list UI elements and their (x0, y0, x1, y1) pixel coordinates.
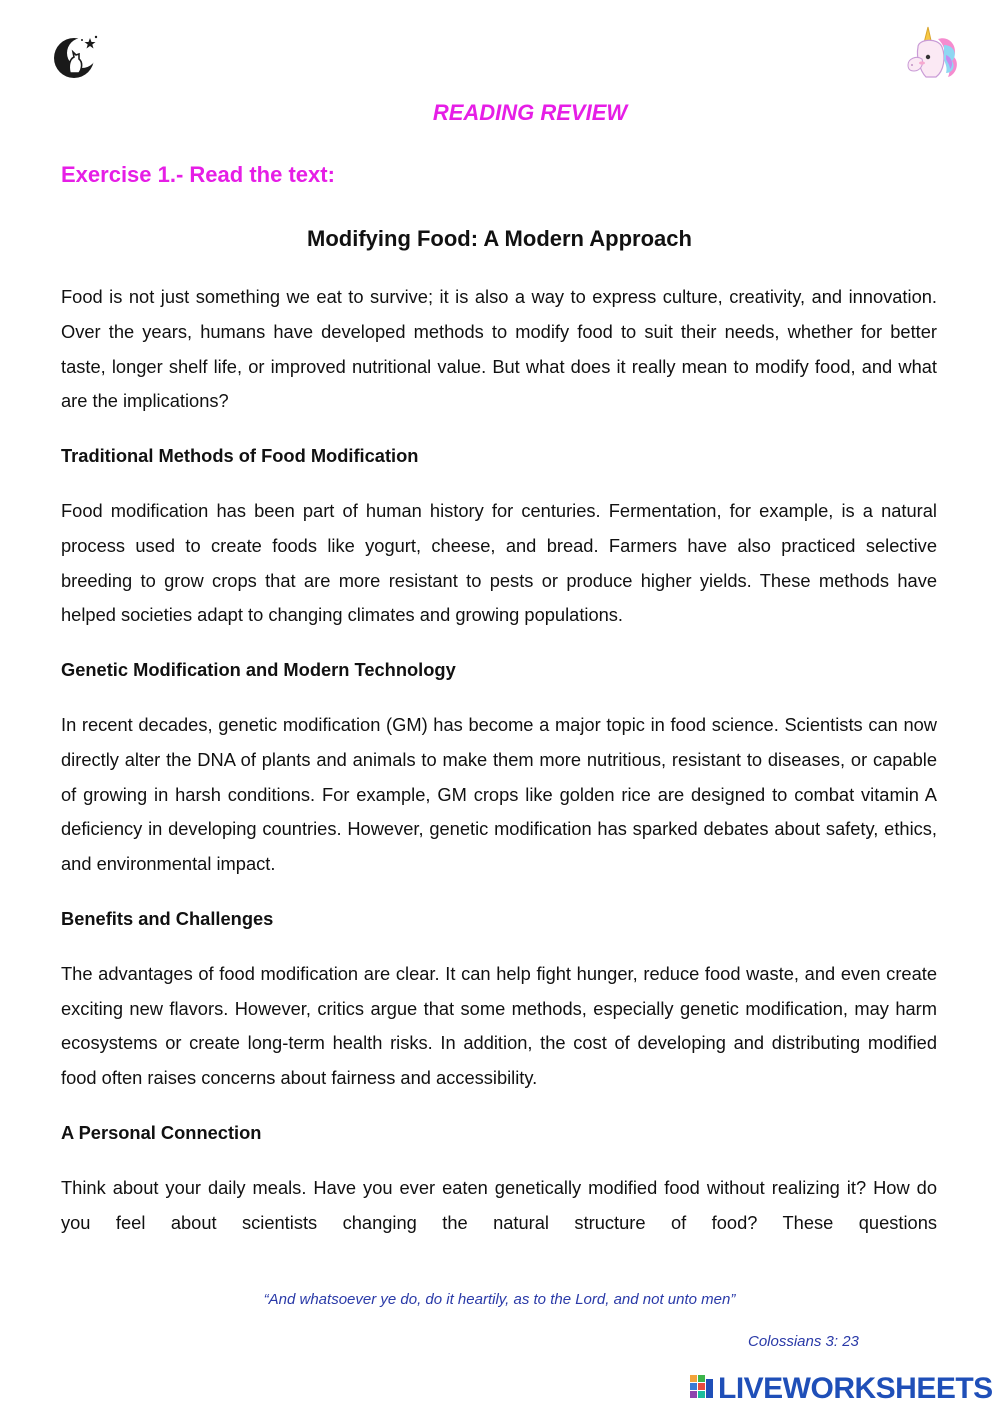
section-body-personal: Think about your daily meals. Have you ever eaten genetically modified food without realizing it? How do you feel about scientists changing the natural structure of food? These questions (61, 1176, 937, 1233)
liveworksheets-logo-icon (690, 1375, 714, 1404)
section-heading-traditional: Traditional Methods of Food Modification (61, 445, 419, 467)
liveworksheets-brand[interactable] (690, 1369, 993, 1409)
section-body-benefits: The advantages of food modification are clear. It can help fight hunger, reduce food waste, and even create exciting new flavors. However, critics argue that some methods, especially genetic modification, may harm ecosystems or create long-term health risks. In addition, the cost of developing and distributing modified food often raises concerns about fairness and accessibility. (61, 962, 937, 1089)
article-title: Modifying Food: A Modern Approach (307, 226, 692, 251)
exercise-title: Exercise 1.- Read the text: (61, 162, 335, 187)
article-body (61, 280, 937, 1261)
brand-name: LIVEWORKSHEETS (718, 1372, 993, 1405)
section-heading-genetic: Genetic Modification and Modern Technology (61, 659, 456, 681)
section-heading-personal: A Personal Connection (61, 1121, 262, 1143)
section-body-genetic: In recent decades, genetic modification (GM) has become a major topic in food science. Scientists can now directly alter the DNA of plants and animals to make them more nutritious, resistant to diseases, or capable of growing in harsh conditions. For example, GM crops like golden rice are designed to combat vitamin A deficiency in developing countries. However, genetic modification has sparked debates about safety, ethics, and environmental impact. (61, 713, 937, 875)
section-heading-benefits: Benefits and Challenges (61, 907, 274, 929)
section-body-traditional: Food modification has been part of human history for centuries. Fermentation, for example, is a natural process used to create foods like yogurt, cheese, and bread. Farmers have also practiced selective breeding to grow crops that are more resistant to pests or produce higher yields. These methods have helped societies adapt to changing climates and growing populations. (61, 499, 937, 626)
page-title: READING REVIEW (432, 100, 628, 125)
footer-reference: Colossians 3: 23 (748, 1333, 859, 1350)
footer-quote: “And whatsoever ye do, do it heartily, as to the Lord, and not unto men” (263, 1291, 736, 1308)
article-intro: Food is not just something we eat to survive; it is also a way to express culture, creativity, and innovation. Over the years, humans have developed methods to modify food to suit their needs, whether for better taste, longer shelf life, or improved nutritional value. But what does it really mean to modify food, and what are the implications? (61, 286, 937, 412)
unicorn-logo-icon (900, 25, 964, 89)
cat-moon-logo-icon (52, 33, 102, 81)
